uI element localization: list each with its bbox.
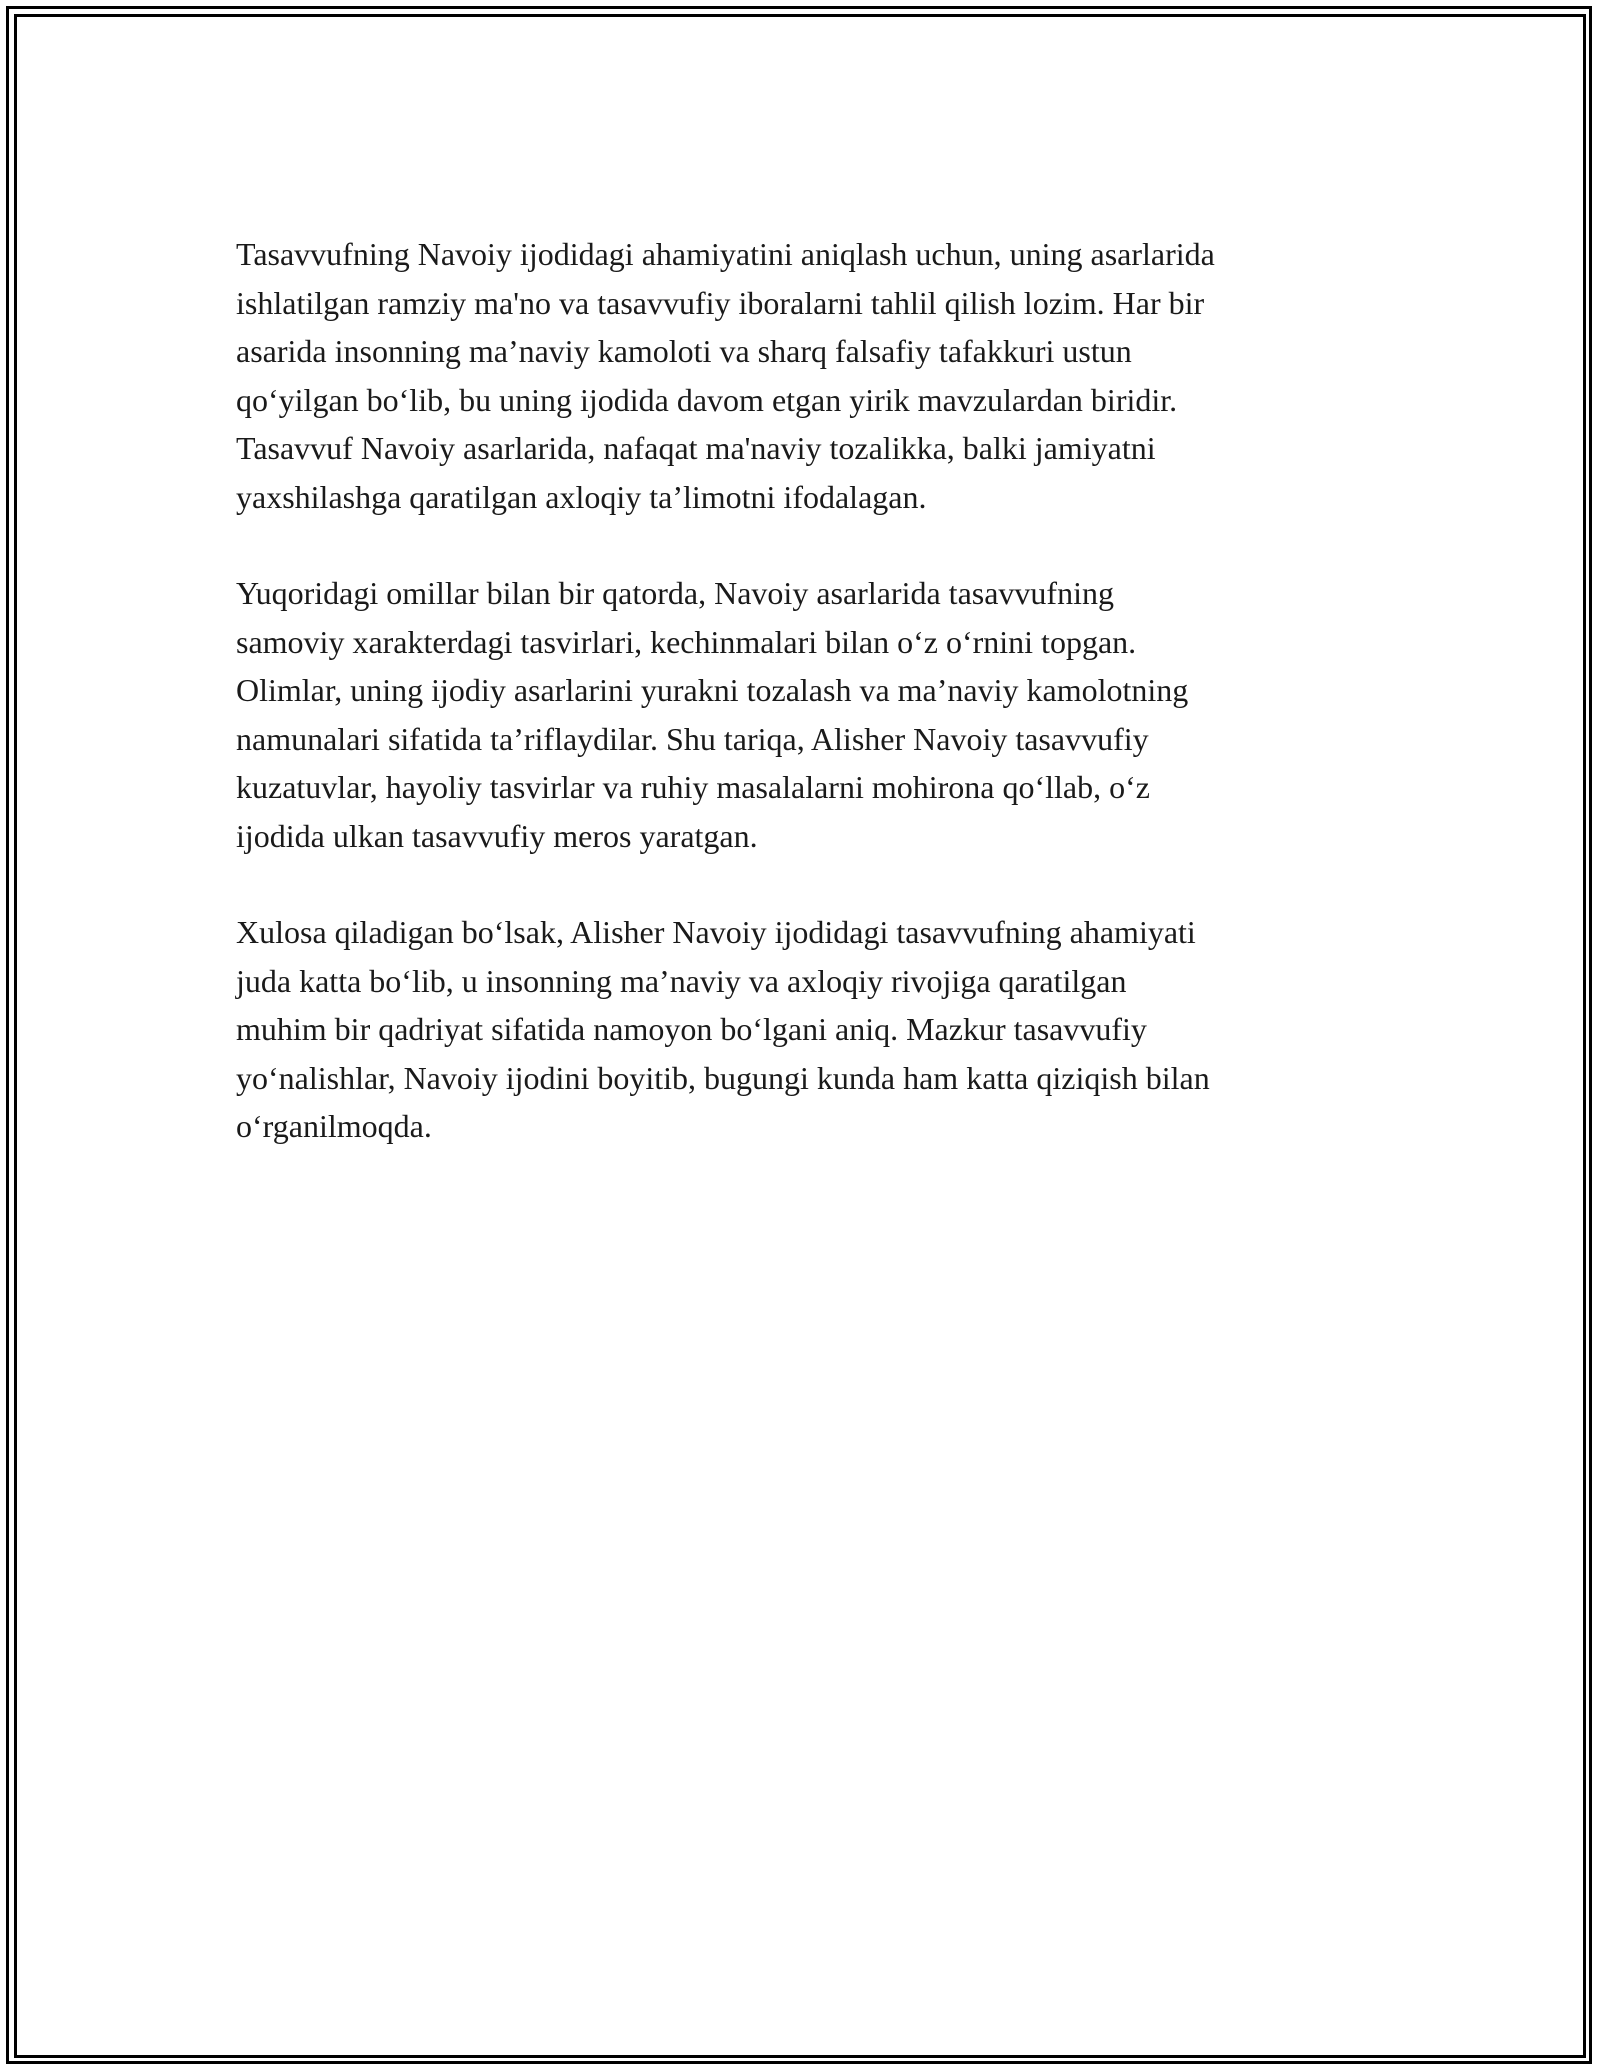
paragraph-1: Tasavvufning Navoiy ijodidagi ahamiyatini aniqlash uchun, uning asarlarida ishlatilgan ramziy ma'no va tasavvufiy iboralarni tahlil qilish lozim. Har bir asarida insonning ma’naviy kamoloti va sharq falsafiy tafakkuri ustun qo‘yilgan bo‘lib, bu uning ijodida davom etgan yirik mavzulardan biridir. Tasavvuf Navoiy asarlarida, nafaqat ma'naviy tozalikka, balki jamiyatni yaxshilashga qaratilgan axloqiy ta’limotni ifodalagan.	[236, 236, 1215, 515]
paragraph-2: Yuqoridagi omillar bilan bir qatorda, Navoiy asarlarida tasavvufning samoviy xarakterdagi tasvirlari, kechinmalari bilan o‘z o‘rnini topgan. Olimlar, uning ijodiy asarlarini yurakni tozalash va ma’naviy kamolotning namunalari sifatida ta’riflaydilar. Shu tariqa, Alisher Navoiy tasavvufiy kuzatuvlar, hayoliy tasvirlar va ruhiy masalalarni mohirona qo‘llab, o‘z ijodida ulkan tasavvufiy meros yaratgan.	[236, 575, 1189, 854]
document-body	[236, 230, 1366, 1199]
paragraph-3: Xulosa qiladigan bo‘lsak, Alisher Navoiy ijodidagi tasavvufning ahamiyati juda katta bo‘lib, u insonning ma’naviy va axloqiy rivojiga qaratilgan muhim bir qadriyat sifatida namoyon bo‘lgani aniq. Mazkur tasavvufiy yo‘nalishlar, Navoiy ijodini boyitib, bugungi kunda ham katta qiziqish bilan o‘rganilmoqda.	[236, 914, 1210, 1144]
